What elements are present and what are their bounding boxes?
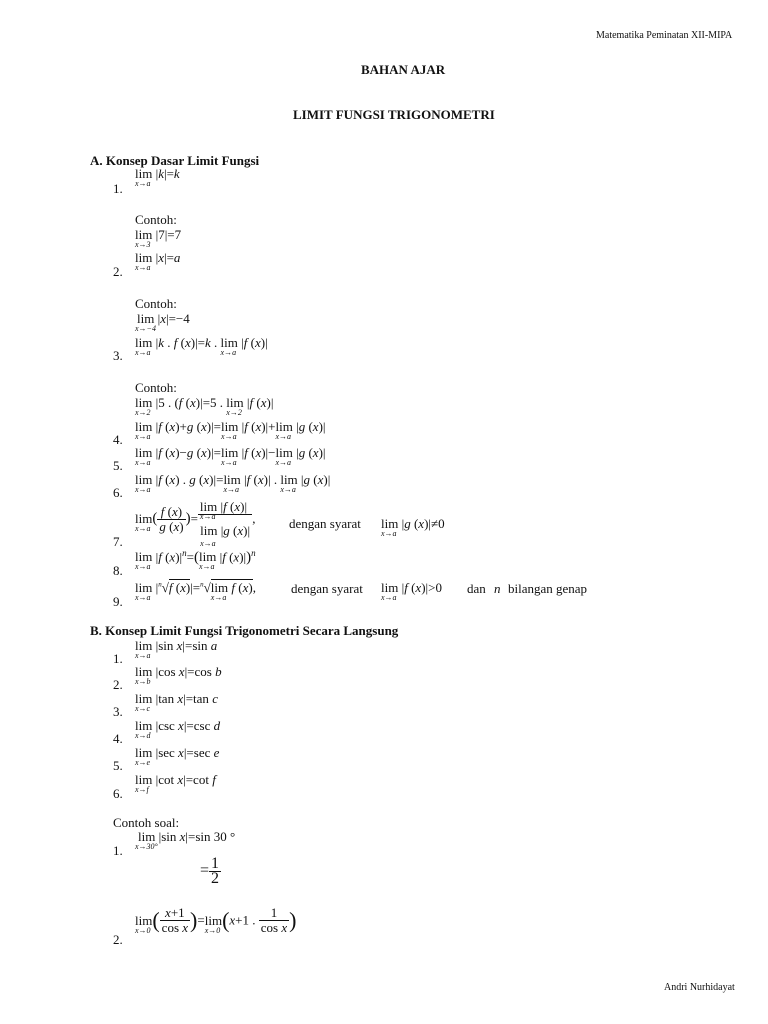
formula-a9: lim x→a $|^n√f$ (x)|=$^n$√lim x→a f (x), [135, 580, 256, 602]
condition-label: dengan syarat [289, 516, 361, 531]
item-number: 5. [113, 458, 123, 473]
formula-a5: lim x→a |f (x)−g (x)|=lim x→a |f (x)|−lim x→a |g (x)| [135, 445, 326, 467]
formula-b3: lim x→c |tan x|=tan c [135, 691, 218, 713]
document-topic: LIMIT FUNGSI TRIGONOMETRI [293, 107, 495, 122]
example-soal-2: lim x→0 ( $\frac{x+1}{\text{cos x}}$ )=lim x→0 (x+1 . $\frac{1}{\text{cos x}}$ ) [135, 905, 297, 935]
item-number: 4. [113, 731, 123, 746]
item-number: 8. [113, 563, 123, 578]
item-number: 2. [113, 264, 123, 279]
item-number: 1. [113, 181, 123, 196]
condition-label: dengan syarat [291, 581, 363, 596]
example-label: Contoh: [135, 296, 177, 311]
example-label: Contoh: [135, 212, 177, 227]
item-number: 2. [113, 677, 123, 692]
formula-a6: lim x→a |f (x) . g (x)|=lim x→a |f (x)| . lim x→a |g (x)| [135, 472, 331, 494]
example-soal-1-result: = $\frac{1}{2}$ [200, 855, 220, 887]
item-number: 3. [113, 348, 123, 363]
n-variable: n [494, 581, 501, 596]
item-number: 3. [113, 704, 123, 719]
example-label: Contoh: [135, 380, 177, 395]
item-number: 1. [113, 651, 123, 666]
formula-a8: lim x→a |f $(x)|^n=(\lim$ x→a |f (x)|)$^n$ [135, 548, 256, 572]
item-number: 1. [113, 843, 123, 858]
item-number: 6. [113, 786, 123, 801]
formula-b1: lim x→a |sin x|=sin a [135, 638, 218, 660]
formula-a3: lim x→a |k . f (x)|=k . lim x→a |f (x)| [135, 335, 268, 357]
formula-b5: lim x→e |sec x|=sec e [135, 745, 220, 767]
formula-a7: lim x→a ( $\frac{f (x)}{g (x)}$ )= lim x→a |f (x)| lim x→a |g (x)| , [135, 499, 256, 548]
example-a1: lim x→3 |7|=7 [135, 227, 182, 249]
condition-a9: lim x→a |f (x)|>0 [381, 580, 442, 602]
item-number: 4. [113, 432, 123, 447]
even-label: bilangan genap [508, 581, 588, 596]
item-number: 6. [113, 485, 123, 500]
example-a2: lim x→−4 |x|=−4 [135, 311, 190, 333]
condition-a7: lim x→a |g (x)|≠0 [381, 516, 445, 538]
example-soal-1: lim x→30° |sin x|=sin 30 ° [135, 829, 236, 851]
running-footer: Andri Nurhidayat [664, 982, 735, 993]
formula-a4: lim x→a |f (x)+g (x)|=lim x→a |f (x)|+lim x→a |g (x)| [135, 419, 326, 441]
formula-b4: lim x→d |csc x|=csc d [135, 718, 221, 740]
formula-b6: lim x→f |cot x|=cot f [135, 772, 216, 794]
example-heading: Contoh soal: [113, 815, 180, 830]
item-number: 2. [113, 932, 123, 947]
formula-a2: lim x→a |x|=a [135, 250, 181, 272]
item-number: 5. [113, 758, 123, 773]
section-a-heading: A. Konsep Dasar Limit Fungsi [90, 153, 260, 168]
running-header: Matematika Peminatan XII-MIPA [596, 30, 733, 41]
section-b-heading: B. Konsep Limit Fungsi Trigonometri Secara Langsung [90, 623, 399, 638]
and-label: dan [467, 581, 486, 596]
formula-b2: lim x→b |cos x|=cos b [135, 664, 222, 686]
document-title: BAHAN AJAR [361, 62, 446, 77]
example-a3: lim x→2 |5 . (f (x)|=5 . lim x→2 |f (x)| [135, 395, 274, 417]
item-number: 7. [113, 534, 123, 549]
formula-a1: lim x→a |k|=k [135, 166, 180, 188]
item-number: 9. [113, 594, 123, 609]
